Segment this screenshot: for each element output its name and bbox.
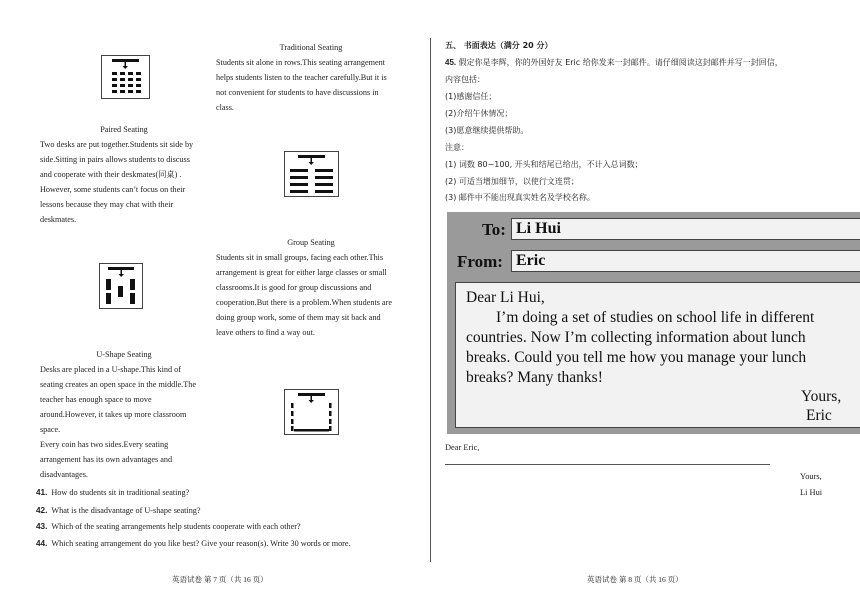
email-image (447, 212, 860, 434)
point-2: (2)介绍午休情况； (445, 109, 513, 118)
note-2: (2) 可适当增加细节，以使行文连贯； (445, 177, 579, 186)
paired-seating-title: Paired Seating (100, 125, 148, 134)
email-line: breaks. Could you tell me how you manage your lunch (466, 349, 807, 366)
traditional-seating-text: Students sit alone in rows.This seating arrangement helps students listen to the teacher carefully.But it is not convenient for students to have discussions in class. (216, 58, 387, 112)
page-divider (430, 38, 431, 562)
content-label: 内容包括： (445, 75, 485, 84)
email-line: breaks? Many thanks! (466, 369, 603, 386)
question-41: 41. How do students sit in traditional seating? (36, 488, 190, 497)
point-1: (1)感谢信任； (445, 92, 497, 101)
right-page-footer: 英语试卷 第 8 页（共 16 页） (587, 575, 683, 584)
note-1: (1) 词数 80~100, 开头和结尾已给出，不计入总词数； (445, 160, 643, 169)
section-heading: 五、 书面表达（满分 20 分） (445, 41, 553, 50)
email-greeting: Dear Li Hui, (466, 289, 545, 306)
question-44: 44. Which seating arrangement do you like best? Give your reason(s). Write 30 words or more. (36, 539, 351, 548)
email-signature: Eric (806, 407, 832, 424)
traditional-seating-title: Traditional Seating (279, 43, 343, 52)
email-closing: Yours, (801, 388, 842, 405)
reply-signature: Li Hui (800, 488, 823, 497)
point-3: (3)愿意继续提供帮助。 (445, 126, 529, 135)
left-page-footer: 英语试卷 第 7 页（共 16 页） (172, 575, 268, 584)
email-from-field: Eric (511, 250, 860, 272)
question-43: 43. Which of the seating arrangements help students cooperate with each other? (36, 522, 301, 531)
email-from-label: From: (457, 252, 503, 271)
ushape-seating-diagram (284, 389, 339, 435)
group-seating-diagram (99, 263, 143, 309)
traditional-seating-diagram (101, 55, 150, 99)
reply-closing: Yours, (800, 472, 822, 481)
paired-seating-text: Two desks are put together.Students sit side by side.Sitting in pairs allows students to discuss and cooperate with their deskmates(同桌) . However, some students can’t focus on their lessons because they may chat with their deskmates. (40, 140, 194, 224)
email-to-label: To: (482, 220, 506, 239)
question-45-prompt: 45. 假定你是李辉，你的外国好友 Eric 给你发来一封邮件。请仔细阅读这封邮件并写一封回信， (445, 58, 783, 67)
email-line: I’m doing a set of studies on school life in different (496, 309, 815, 326)
ushape-seating-text: Desks are placed in a U-shape.This kind of seating creates an open space in the middle.The teacher has enough space to move around.However, it takes up more classroom space. Every coin has two sides.Every seating arrangement has its own advantages and disadvantages. (40, 365, 196, 479)
email-line: countries. Now I’m collecting information about lunch (466, 329, 806, 346)
email-body (455, 282, 860, 428)
reply-writing-line[interactable] (445, 464, 770, 465)
group-seating-title: Group Seating (287, 238, 335, 247)
notes-label: 注意： (445, 143, 469, 152)
group-seating-text: Students sit in small groups, facing each other.This arrangement is great for either large classes or small classrooms.It is good for group discussions and cooperation.But there is a problem.When students are doing group work, some of them may sit back and leave others to find a way out. (216, 253, 392, 337)
email-to-field: Li Hui (511, 218, 860, 240)
paired-seating-diagram (284, 151, 339, 197)
question-42: 42. What is the disadvantage of U-shape seating? (36, 506, 201, 515)
reply-greeting: Dear Eric, (445, 443, 480, 452)
note-3: (3) 邮件中不能出现真实姓名及学校名称。 (445, 193, 595, 202)
ushape-seating-title: U-Shape Seating (96, 350, 152, 359)
